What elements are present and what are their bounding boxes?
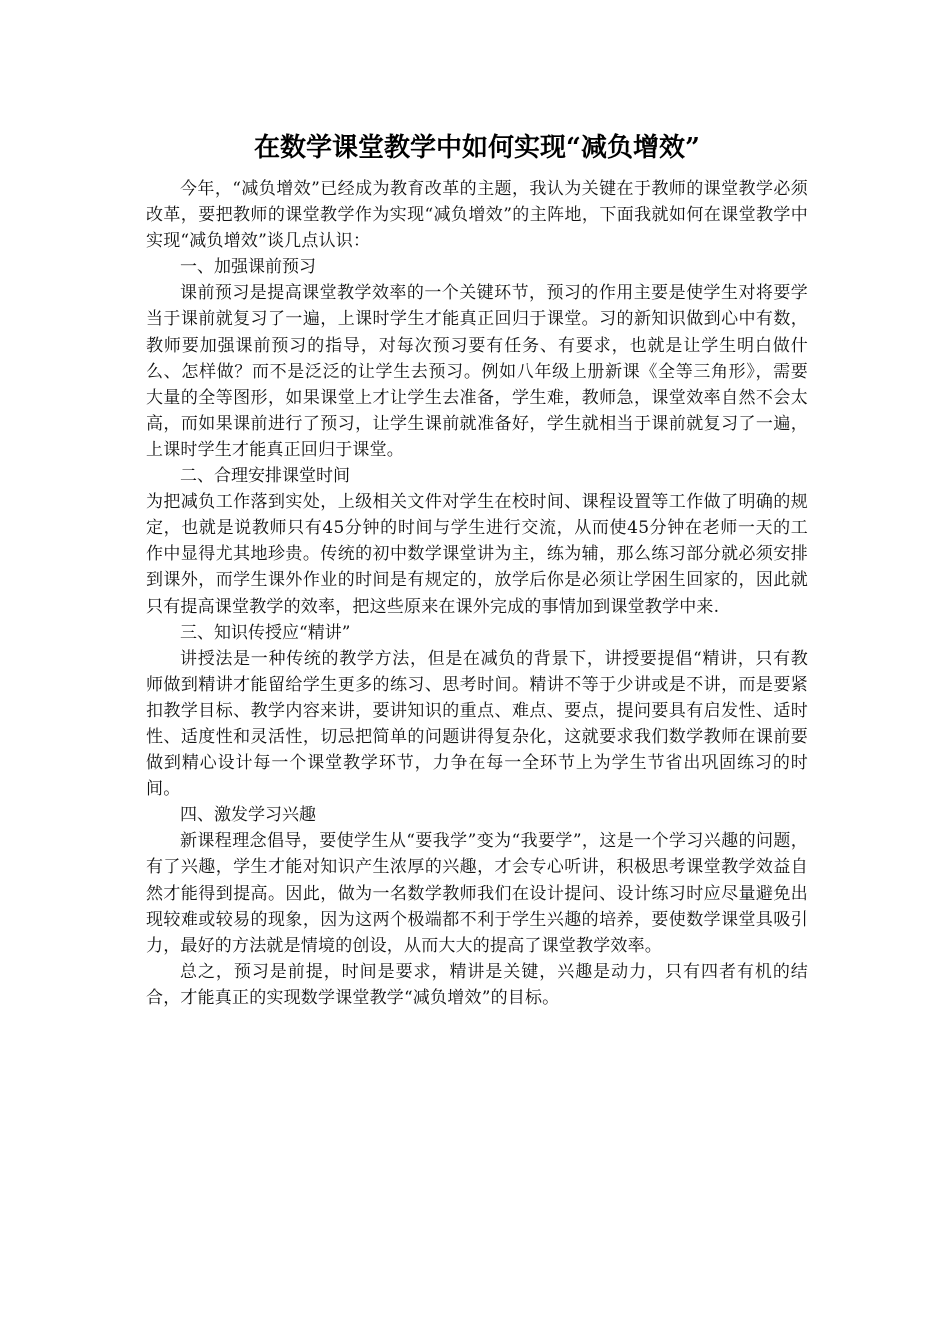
section-heading-3: 三、知识传授应“精讲” xyxy=(180,622,351,643)
section-body-4: 新课程理念倡导，要使学生从“要我学”变为“我要学”，这是一个学习兴趣的问题，有了兴趣，学生才能对知识产生浓厚的兴趣，才会专心听讲，积极思考课堂教学效益自然才能得到提高。因此，做为一名数学教师我们在设计提问、设计练习时应尽量避免出现较难或较易的现象，因为这两个极端都不利于学生兴趣的培养，要使数学课堂具吸引力，最好的方法就是情境的创设，从而大大的提高了课堂教学效率。 xyxy=(146,831,808,956)
section-body-1: 课前预习是提高课堂教学效率的一个关键环节，预习的作用主要是使学生对将要学当于课前就复习了一遍，上课时学生才能真正回归于课堂。习的新知识做到心中有数，教师要加强课前预习的指导，对每次预习要有任务、有要求，也就是让学生明白做什么、怎样做？而不是泛泛的让学生去预习。例如八年级上册新课《全等三角形》，需要大量的全等图形，如果课堂上才让学生去准备，学生难，教师急，课堂效率自然不会太高，而如果课前进行了预习，让学生课前就准备好，学生就相当于课前就复习了一遍，上课时学生才能真正回归于课堂。 xyxy=(146,283,808,460)
document-title: 在数学课堂教学中如何实现“减负增效” xyxy=(254,133,700,163)
section-body-2: 为把减负工作落到实处，上级相关文件对学生在校时间、课程设置等工作做了明确的规定，也就是说教师只有45分钟的时间与学生进行交流，从而使45分钟在老师一天的工作中显得尤其地珍贵。传统的初中数学课堂讲为主，练为辅，那么练习部分就必须安排到课外，而学生课外作业的时间是有规定的，放学后你是必须让学困生回家的，因此就只有提高课堂教学的效率，把这些原来在课外完成的事情加到课堂教学中来. xyxy=(146,492,808,617)
document-content xyxy=(146,128,808,1011)
section-heading-1: 一、加强课前预习 xyxy=(180,257,316,278)
section-heading-4: 四、激发学习兴趣 xyxy=(180,805,316,826)
section-body-3: 讲授法是一种传统的教学方法，但是在减负的背景下，讲授要提倡“精讲，只有教师做到精讲才能留给学生更多的练习、思考时间。精讲不等于少讲或是不讲，而是要紧扣教学目标、教学内容来讲，要讲知识的重点、难点、要点，提问要具有启发性、适时性、适度性和灵活性，切忌把简单的问题讲得复杂化，这就要求我们数学教师在课前要做到精心设计每一个课堂教学环节，力争在每一全环节上为学生节省出巩固练习的时间。 xyxy=(146,648,808,800)
section-heading-2: 二、合理安排课堂时间 xyxy=(180,466,350,487)
intro-paragraph: 今年，“减负增效”已经成为教育改革的主题，我认为关键在于教师的课堂教学必须改革，要把教师的课堂教学作为实现“减负增效”的主阵地，下面我就如何在课堂教学中实现“减负增效”谈几点认识： xyxy=(146,179,808,252)
conclusion-paragraph: 总之，预习是前提，时间是要求，精讲是关键，兴趣是动力，只有四者有机的结合，才能真正的实现数学课堂教学“减负增效”的目标。 xyxy=(146,961,808,1008)
